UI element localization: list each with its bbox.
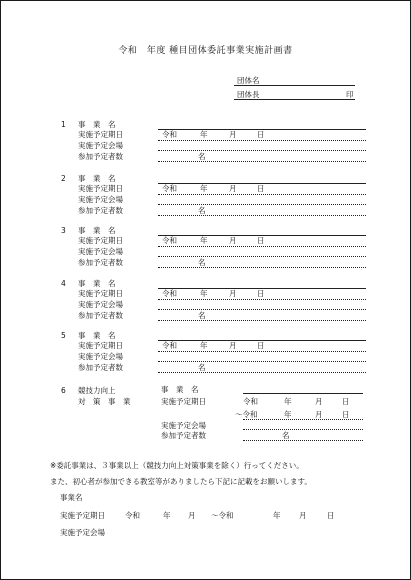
month-text: 月: [229, 341, 237, 350]
venue-field[interactable]: [158, 150, 366, 151]
people-unit: 名: [198, 152, 206, 161]
event-name-label: 事 業 名: [78, 226, 116, 235]
year-text: 年: [284, 397, 292, 406]
reiwa-text: 令和: [243, 397, 258, 406]
year-text: 年: [200, 184, 208, 193]
participants-label: 参加予定者数: [161, 431, 206, 440]
date-field[interactable]: [158, 299, 366, 300]
day-text: 日: [342, 410, 350, 419]
bottom-date-label: 実施予定期日: [60, 511, 105, 520]
note-1: ※委託事業は、３事業以上（競技力向上対策事業を除く）行ってください。: [50, 461, 304, 470]
year-text: 年: [200, 341, 208, 350]
day-text: 日: [257, 236, 265, 245]
month-text: 月: [229, 236, 237, 245]
venue-field[interactable]: [243, 429, 363, 430]
venue-field[interactable]: [158, 204, 366, 205]
day-text: 日: [257, 130, 265, 139]
venue-field[interactable]: [158, 256, 366, 257]
entry-number: 6: [61, 386, 66, 395]
people-unit: 名: [198, 258, 206, 267]
date-label: 実施予定期日: [78, 341, 123, 350]
day-text: 日: [342, 397, 350, 406]
participants-field[interactable]: [158, 372, 366, 373]
bottom-venue-label: 実施予定会場: [60, 528, 105, 537]
year-text: 年: [273, 511, 281, 520]
participants-label: 参加予定者数: [78, 363, 123, 372]
day-text: 日: [257, 289, 265, 298]
participants-field[interactable]: [158, 320, 366, 321]
date-label: 実施予定期日: [78, 236, 123, 245]
month-text: 月: [299, 511, 307, 520]
participants-field[interactable]: [158, 215, 366, 216]
range-reiwa-text: ～令和: [211, 511, 234, 520]
participants-field[interactable]: [158, 161, 366, 162]
participants-label: 参加予定者数: [78, 206, 123, 215]
entry-number: 4: [61, 279, 66, 288]
rep-field[interactable]: [234, 99, 355, 100]
note-2: また、初心者が参加できる教室等がありましたら下記に記載をお願いします。: [50, 477, 312, 486]
month-text: 月: [229, 289, 237, 298]
year-text: 年: [200, 289, 208, 298]
date-label: 実施予定期日: [78, 130, 123, 139]
entry-number: 1: [61, 120, 66, 129]
special-label-line2: 対 策 事 業: [78, 397, 131, 406]
venue-field[interactable]: [158, 309, 366, 310]
date-field[interactable]: [158, 140, 366, 141]
reiwa-text: 令和: [162, 236, 177, 245]
year-text: 年: [163, 511, 171, 520]
participants-label: 参加予定者数: [78, 311, 123, 320]
year-text: 年: [200, 236, 208, 245]
rep-label: 団体長: [237, 90, 260, 99]
date-field[interactable]: [158, 246, 366, 247]
special-label-line1: 競技力向上: [78, 386, 116, 395]
venue-label: 実施予定会場: [78, 352, 123, 361]
document-title: 令和 年度 種目団体委託事業実施計画書: [118, 46, 293, 56]
range-reiwa-text: ～令和: [235, 410, 258, 419]
bottom-event-name-label: 事業名: [60, 493, 83, 502]
entry-number: 2: [61, 174, 66, 183]
date-label: 実施予定期日: [78, 289, 123, 298]
event-name-label: 事 業 名: [161, 385, 199, 394]
people-unit: 名: [198, 206, 206, 215]
month-text: 月: [229, 184, 237, 193]
date-label: 実施予定期日: [161, 397, 206, 406]
event-name-label: 事 業 名: [78, 331, 116, 340]
venue-label: 実施予定会場: [78, 247, 123, 256]
participants-label: 参加予定者数: [78, 258, 123, 267]
date-field[interactable]: [158, 194, 366, 195]
reiwa-text: 令和: [162, 289, 177, 298]
event-name-label: 事 業 名: [78, 120, 116, 129]
entry-number: 3: [61, 226, 66, 235]
people-unit: 名: [198, 311, 206, 320]
participants-field[interactable]: [243, 440, 363, 441]
reiwa-text: 令和: [162, 341, 177, 350]
org-name-field[interactable]: [234, 85, 355, 86]
month-text: 月: [315, 410, 323, 419]
reiwa-text: 令和: [162, 184, 177, 193]
entry-number: 5: [61, 331, 66, 340]
month-text: 月: [229, 130, 237, 139]
venue-label: 実施予定会場: [78, 300, 123, 309]
date-field[interactable]: [158, 351, 366, 352]
reiwa-text: 令和: [162, 130, 177, 139]
venue-label: 実施予定会場: [161, 421, 206, 430]
day-text: 日: [257, 341, 265, 350]
people-unit: 名: [282, 431, 290, 440]
participants-field[interactable]: [158, 267, 366, 268]
date-label: 実施予定期日: [78, 184, 123, 193]
people-unit: 名: [198, 363, 206, 372]
participants-label: 参加予定者数: [78, 152, 123, 161]
year-text: 年: [200, 130, 208, 139]
event-name-label: 事 業 名: [78, 174, 116, 183]
date-field[interactable]: [243, 419, 363, 420]
reiwa-text: 令和: [125, 511, 140, 520]
year-text: 年: [284, 410, 292, 419]
venue-label: 実施予定会場: [78, 141, 123, 150]
event-name-label: 事 業 名: [78, 279, 116, 288]
event-name-field[interactable]: [243, 393, 363, 394]
day-text: 日: [257, 184, 265, 193]
org-name-label: 団体名: [237, 76, 260, 85]
venue-label: 実施予定会場: [78, 195, 123, 204]
day-text: 日: [327, 511, 335, 520]
month-text: 月: [315, 397, 323, 406]
venue-field[interactable]: [158, 361, 366, 362]
seal-mark: 印: [346, 90, 354, 99]
month-text: 月: [188, 511, 196, 520]
